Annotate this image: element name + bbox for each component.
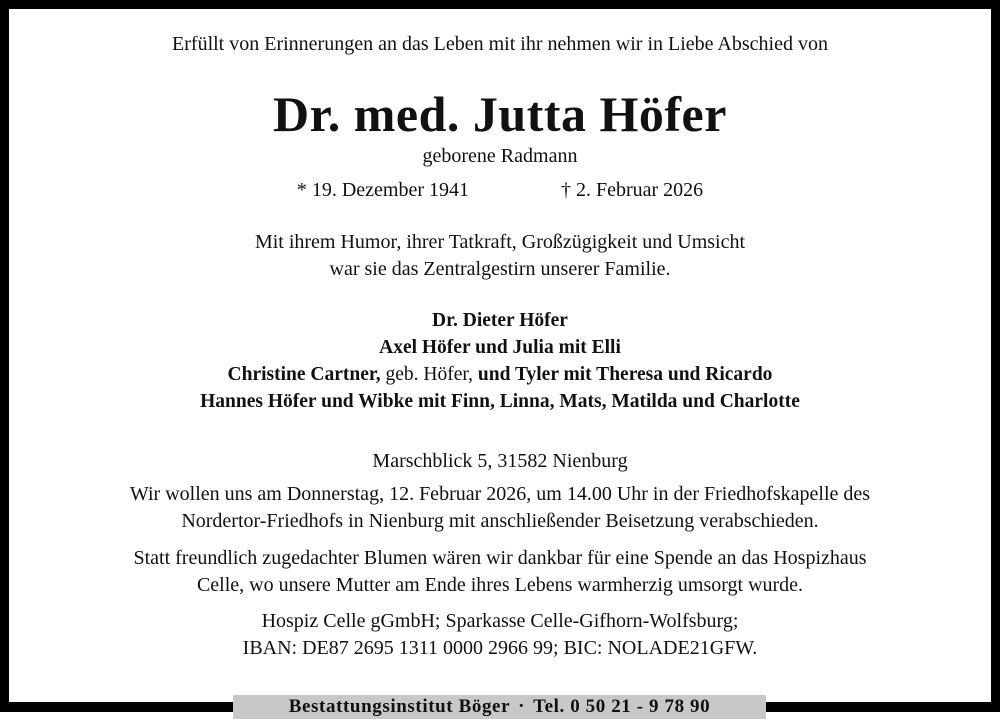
- birth-date: * 19. Dezember 1941: [296, 179, 469, 201]
- service-line-1: Wir wollen uns am Donnerstag, 12. Februar 2026, um 14.00 Uhr in der Friedhofskapelle des: [129, 483, 871, 505]
- funeral-home-name: Bestattungsinstitut Böger: [288, 696, 511, 717]
- family-line-2: Axel Höfer und Julia mit Elli: [379, 337, 621, 358]
- intro-text: Erfüllt von Erinnerungen an das Leben mit ihr nehmen wir in Liebe Abschied von: [172, 33, 828, 55]
- deceased-name: Dr. med. Jutta Höfer: [273, 86, 727, 142]
- donation-line-1: Statt freundlich zugedachter Blumen wären wir dankbar für eine Spende an das Hospizhaus: [133, 547, 867, 569]
- tribute-line-2: war sie das Zentralgestirn unserer Familie.: [329, 258, 671, 280]
- service-line-2: Nordertor-Friedhofs in Nienburg mit anschließender Beisetzung verabschieden.: [181, 510, 819, 532]
- family-line-3-maiden: geb. Höfer,: [380, 364, 474, 385]
- separator-dot: ·: [518, 696, 526, 717]
- family-line-3: [9, 364, 991, 386]
- bank-line-1: Hospiz Celle gGmbH; Sparkasse Celle-Gifhorn-Wolfsburg;: [261, 610, 739, 632]
- death-date: † 2. Februar 2026: [560, 179, 704, 201]
- maiden-name: geborene Radmann: [422, 145, 578, 167]
- family-line-3-name: Christine Cartner,: [227, 364, 381, 385]
- family-line-4: Hannes Höfer und Wibke mit Finn, Linna, Mats, Matilda und Charlotte: [200, 391, 800, 412]
- tribute-line-1: Mit ihrem Humor, ihrer Tatkraft, Großzügigkeit und Umsicht: [254, 231, 746, 253]
- funeral-home-phone: Tel. 0 50 21 - 9 78 90: [533, 696, 711, 717]
- family-line-3-rest: und Tyler mit Theresa und Ricardo: [473, 364, 773, 385]
- funeral-home-banner: [233, 695, 766, 719]
- bank-line-2: IBAN: DE87 2695 1311 0000 2966 99; BIC: NOLADE21GFW.: [242, 637, 758, 659]
- donation-line-2: Celle, wo unsere Mutter am Ende ihres Lebens warmherzig umsorgt wurde.: [196, 574, 804, 596]
- life-dates: [9, 179, 991, 202]
- family-line-1: Dr. Dieter Höfer: [432, 310, 568, 331]
- family-address: Marschblick 5, 31582 Nienburg: [372, 450, 628, 472]
